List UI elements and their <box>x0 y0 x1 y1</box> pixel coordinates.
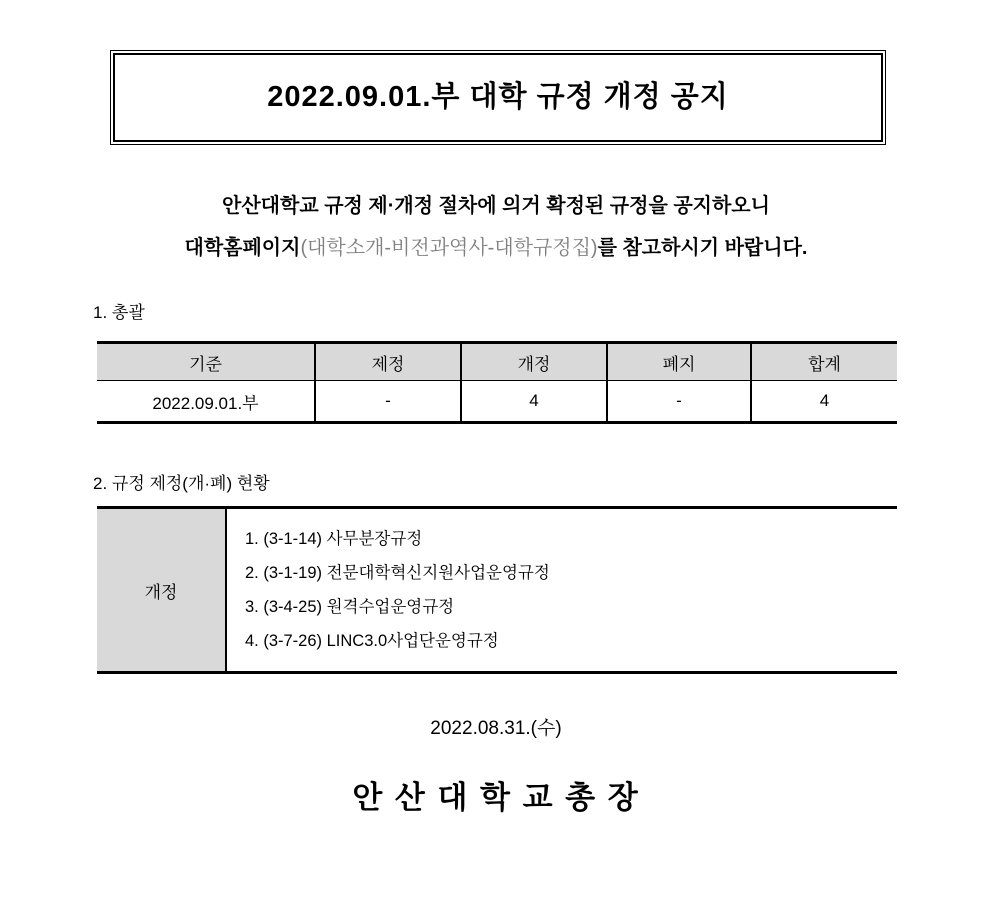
col-header-total: 합계 <box>751 343 897 381</box>
section1-heading: 1. 총괄 <box>93 303 145 322</box>
list-item: 2. (3-1-19) 전문대학혁신지원사업운영규정 <box>245 564 550 582</box>
cell-revised-count: 4 <box>461 381 607 423</box>
revision-detail-row <box>97 508 897 673</box>
homepage-menu-path: (대학소개-비전과역사-대학규정집) <box>300 237 598 259</box>
cell-abolished-count: - <box>607 381 751 423</box>
president-signature: 안 산 대 학 교 총 장 <box>352 780 640 815</box>
homepage-label: 대학홈페이지 <box>184 237 301 259</box>
list-item: 4. (3-7-26) LINC3.0사업단운영규정 <box>245 632 499 650</box>
col-header-abolished: 폐지 <box>607 343 751 381</box>
intro-line-2 <box>0 227 992 269</box>
col-header-basis: 기준 <box>97 343 315 381</box>
intro-line-1: 안산대학교 규정 제·개정 절차에 의거 확정된 규정을 공지하오니 <box>222 195 770 217</box>
cell-basis-date: 2022.09.01.부 <box>152 393 259 413</box>
notice-title-box <box>110 50 886 145</box>
notice-title-inner-border <box>113 53 883 142</box>
page-title: 2022.09.01.부 대학 규정 개정 공지 <box>267 81 729 113</box>
col-header-revised: 개정 <box>461 343 607 381</box>
document-date: 2022.08.31.(수) <box>430 718 562 739</box>
summary-table-data-row <box>97 381 897 423</box>
intro-line-2-suffix: 를 참고하시기 바랍니다. <box>597 237 808 259</box>
cell-total-count: 4 <box>751 381 897 423</box>
summary-table <box>97 341 897 424</box>
section2-heading: 2. 규정 제정(개·폐) 현황 <box>93 474 270 493</box>
list-item: 3. (3-4-25) 원격수업운영규정 <box>245 598 455 616</box>
revision-list <box>226 508 897 673</box>
revision-detail-table <box>97 506 897 674</box>
revision-type-label: 개정 <box>97 508 226 673</box>
col-header-enacted: 제정 <box>315 343 461 381</box>
intro-paragraph <box>0 185 992 269</box>
summary-table-header-row <box>97 343 897 381</box>
list-item: 1. (3-1-14) 사무분장규정 <box>245 530 423 548</box>
cell-enacted-count: - <box>315 381 461 423</box>
